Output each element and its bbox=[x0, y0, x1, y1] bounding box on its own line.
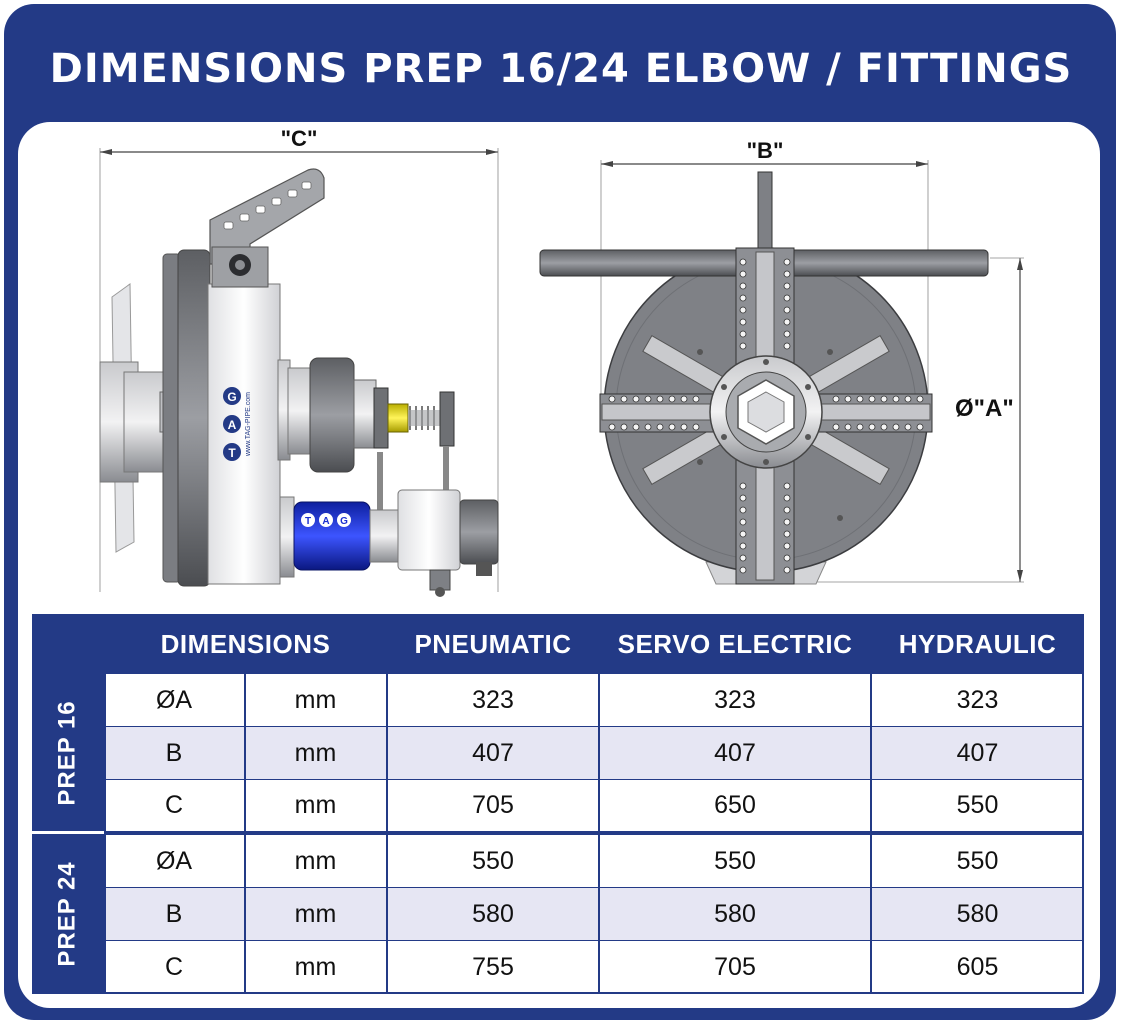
table-cell-dim: B bbox=[104, 888, 244, 941]
svg-text:G: G bbox=[227, 390, 237, 404]
svg-text:T: T bbox=[304, 516, 312, 527]
table-cell-hydraulic: 407 bbox=[871, 727, 1084, 779]
header-hydraulic: HYDRAULIC bbox=[871, 614, 1084, 674]
table-cell-unit: mm bbox=[244, 674, 387, 727]
table-cell-dim: ØA bbox=[104, 835, 244, 888]
svg-text:G: G bbox=[340, 516, 348, 527]
side-view bbox=[100, 126, 498, 597]
table-cell-unit: mm bbox=[244, 835, 387, 888]
dim-a-label: Ø"A" bbox=[955, 395, 1014, 422]
table-cell-unit: mm bbox=[244, 941, 387, 994]
header-corner bbox=[32, 614, 104, 674]
table-cell-hydraulic: 580 bbox=[871, 888, 1084, 941]
svg-text:A: A bbox=[227, 418, 237, 432]
group-label-prep-24: PREP 24 bbox=[32, 834, 104, 994]
tag-logo bbox=[223, 387, 252, 461]
svg-text:www.TAG-PIPE.com: www.TAG-PIPE.com bbox=[245, 391, 252, 457]
svg-text:T: T bbox=[228, 446, 236, 460]
table-cell-pneumatic: 550 bbox=[387, 835, 599, 888]
table-cell-pneumatic: 323 bbox=[387, 674, 599, 727]
header-pneumatic: PNEUMATIC bbox=[387, 614, 599, 674]
table-cell-pneumatic: 580 bbox=[387, 888, 599, 941]
group-label-prep-16: PREP 16 bbox=[32, 674, 104, 832]
table-cell-servo: 323 bbox=[599, 674, 871, 727]
technical-drawing bbox=[0, 122, 1122, 602]
page-title: DIMENSIONS PREP 16/24 ELBOW / FITTINGS bbox=[49, 46, 1073, 92]
table-cell-dim: B bbox=[104, 727, 244, 779]
table-cell-unit: mm bbox=[244, 727, 387, 779]
table-cell-dim: ØA bbox=[104, 674, 244, 727]
header-servo-electric: SERVO ELECTRIC bbox=[599, 614, 871, 674]
table-cell-dim: C bbox=[104, 779, 244, 832]
table-cell-servo: 705 bbox=[599, 941, 871, 994]
table-cell-unit: mm bbox=[244, 779, 387, 832]
dim-b-label: "B" bbox=[746, 138, 784, 163]
table-cell-servo: 550 bbox=[599, 835, 871, 888]
table-cell-hydraulic: 605 bbox=[871, 941, 1084, 994]
front-view bbox=[540, 138, 1024, 584]
table-cell-hydraulic: 550 bbox=[871, 835, 1084, 888]
header-dimensions: DIMENSIONS bbox=[104, 614, 387, 674]
table-cell-dim: C bbox=[104, 941, 244, 994]
table-cell-hydraulic: 323 bbox=[871, 674, 1084, 727]
table-cell-servo: 650 bbox=[599, 779, 871, 832]
table-cell-hydraulic: 550 bbox=[871, 779, 1084, 832]
table-cell-pneumatic: 755 bbox=[387, 941, 599, 994]
table-cell-pneumatic: 705 bbox=[387, 779, 599, 832]
table-cell-pneumatic: 407 bbox=[387, 727, 599, 779]
dimensions-table bbox=[32, 614, 1084, 994]
table-cell-unit: mm bbox=[244, 888, 387, 941]
svg-text:A: A bbox=[322, 516, 330, 527]
table-cell-servo: 407 bbox=[599, 727, 871, 779]
table-cell-servo: 580 bbox=[599, 888, 871, 941]
dim-c-label: "C" bbox=[280, 126, 318, 151]
